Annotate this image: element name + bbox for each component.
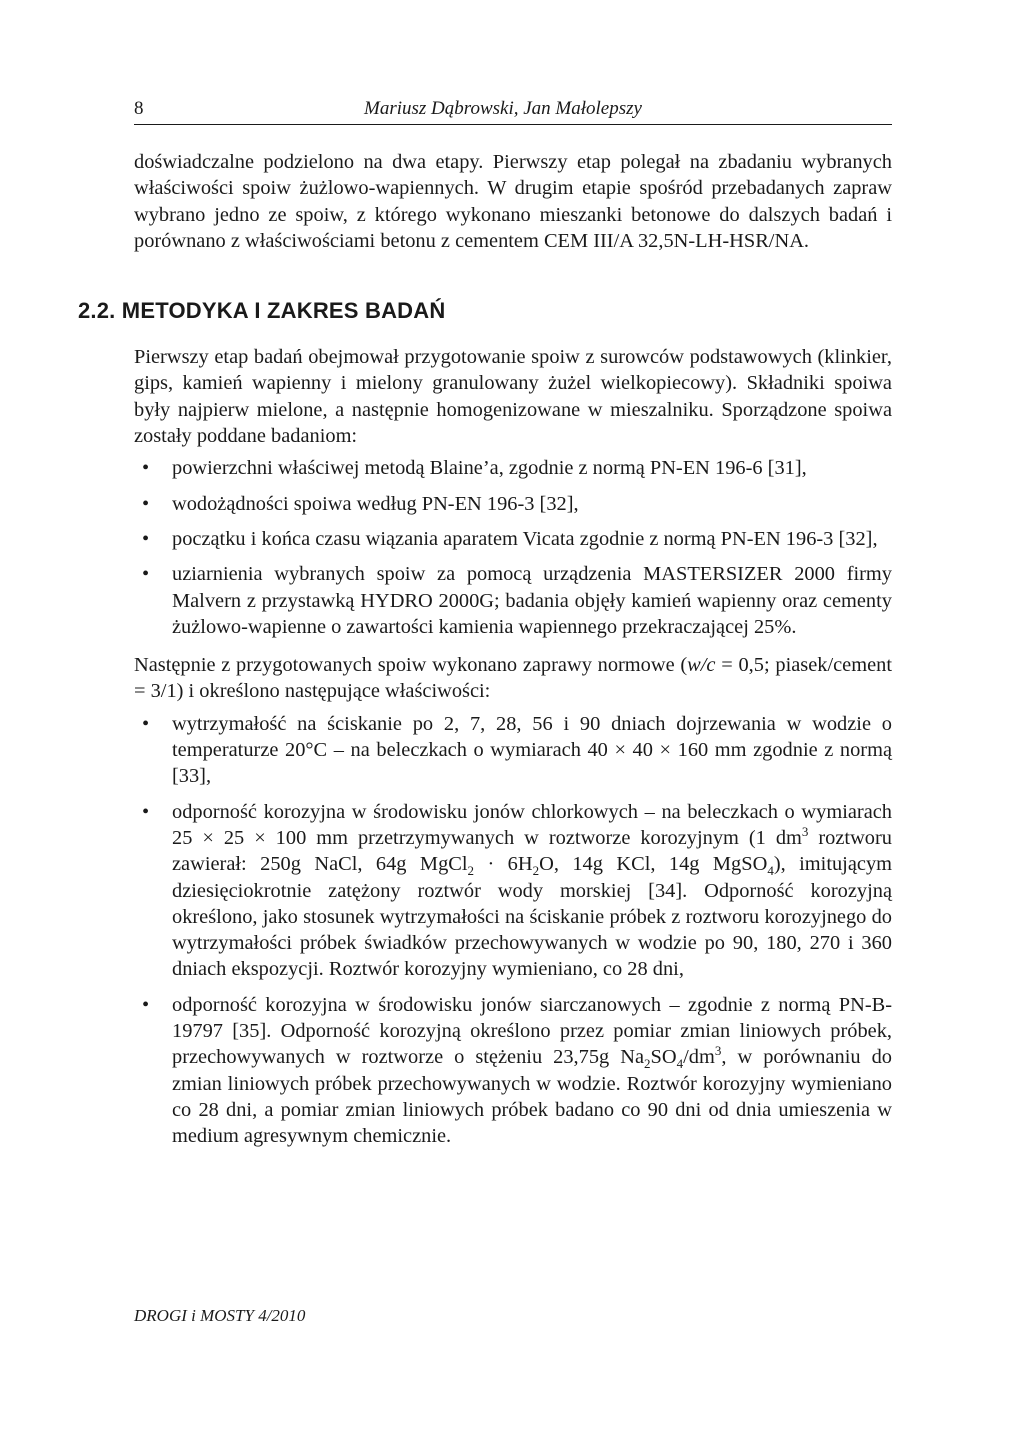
list-item-text: wytrzymałość na ściskanie po 2, 7, 28, 56 i 90 dniach dojrzewania w wodzie o temperaturze 20°C – na beleczkach o wymiarach 40 × 40 × 160 mm zgodnie z normą [33], [172, 712, 892, 788]
list-item-text: wodożądności spoiwa według PN-EN 196-3 [32], [172, 492, 579, 515]
list-item [134, 526, 892, 552]
mortar-text-b: = 0,5; piasek/cement = 3/1) i określono następujące właściwości: [134, 654, 892, 703]
subscript: 4 [676, 1056, 684, 1072]
text-run: odporność korozyjna w środowisku jonów siarczanowych – zgodnie z normą PN-B-19797 [35]. Odporność korozyjną określono przez pomiar zmian liniowych próbek, przechowywanych w roztworze o stężeniu 23,75g Na [172, 993, 892, 1069]
subscript: 4 [767, 863, 774, 879]
bullet-icon: • [142, 563, 150, 586]
bullet-icon: • [142, 712, 150, 735]
list-item-text: początku i końca czasu wiązania aparatem Vicata zgodnie z normą PN-EN 196-3 [32], [172, 527, 878, 550]
running-title: Mariusz Dąbrowski, Jan Małolepszy [364, 98, 642, 119]
subscript: 2 [532, 863, 540, 879]
text-run: /dm [683, 1046, 715, 1069]
list-item [134, 491, 892, 517]
mortar-paragraph [134, 652, 892, 705]
page-header [134, 88, 892, 125]
bullet-icon: • [142, 457, 150, 480]
text-run: odporność korozyjna w środowisku jonów chlorkowych – na beleczkach o wymiarach 25 × 25 × 100 mm przetrzymywanych w roztworze korozyjnym (1 dm [172, 800, 892, 849]
list-item [134, 992, 892, 1150]
text-run: SO [650, 1046, 677, 1069]
list-item-text: powierzchni właściwej metodą Blaine’a, zgodnie z normą PN-EN 196-6 [31], [172, 457, 807, 480]
list-item-text [172, 994, 892, 1147]
list-item [134, 799, 892, 983]
text-run: , w porównaniu do zmian liniowych próbek przechowywanych w wodzie. Roztwór korozyjny wymieniano co 28 dni, a pomiar zmian liniowych próbek badano co 90 dni od dnia umieszenia w medium agresywnym chemicznie. [172, 1046, 892, 1148]
mortar-text-a: Następnie z przygotowanych spoiw wykonano zaprawy normowe ( [134, 654, 688, 677]
bullet-icon: • [142, 993, 150, 1016]
list-item [134, 711, 892, 790]
intro-paragraph: doświadczalne podzielono na dwa etapy. Pierwszy etap polegał na zbadaniu wybranych właściwości spoiw żużlowo-wapiennych. W drugim etapie spośród przebadanych zapraw wybrano jedno ze spoiw, z którego wykonano mieszanki betonowe do dalszych badań i porównano z właściwościami betonu z cementem CEM III/A 32,5N-LH-HSR/NA. [134, 151, 892, 252]
text-run: · 6H [474, 853, 533, 876]
wc-ratio: w/c [687, 654, 716, 677]
subscript: 2 [644, 1056, 651, 1072]
list-item [134, 455, 892, 481]
subscript: 2 [467, 863, 475, 879]
methodology-paragraph: Pierwszy etap badań obejmował przygotowanie spoiw z surowców podstawowych (klinkier, gips, kamień wapienny i mielony granulowany żużel wielkopiecowy). Składniki spoiwa były najpierw mielone, a następnie homogenizowane w mieszalniku. Sporządzone spoiwa zostały poddane badaniom: [134, 346, 892, 448]
mortar-tests-list [134, 711, 892, 1150]
journal-footer: DROGI i MOSTY 4/2010 [134, 1306, 306, 1325]
section-heading: 2.2. METODYKA I ZAKRES BADAŃ [78, 298, 446, 324]
page-content [78, 88, 893, 1159]
text-run: ), imitującym dziesięciokrotnie zatężony roztwór wody morskiej [34]. Odporność korozyjną określono, jako stosunek wytrzymałości na ściskanie próbek z roztworu korozyjnego do wytrzymałości próbek świadków przechowywanych w wodzie po 90, 180, 270 i 360 dniach ekspozycji. Roztwór korozyjny wymieniano, co 28 dni, [172, 853, 893, 981]
binder-tests-list [134, 455, 892, 640]
superscript: 3 [801, 824, 809, 840]
bullet-icon: • [142, 492, 150, 515]
list-item [134, 561, 892, 640]
bullet-icon: • [142, 527, 150, 550]
text-run: roztworu zawierał: 250g NaCl, 64g MgCl [172, 826, 892, 876]
superscript: 3 [714, 1043, 722, 1059]
bullet-icon: • [142, 800, 150, 823]
text-run: O, 14g KCl, 14g MgSO [539, 853, 768, 876]
page-number: 8 [134, 98, 144, 119]
list-item-text [172, 801, 892, 981]
list-item-text: uziarnienia wybranych spoiw za pomocą urządzenia MASTERSIZER 2000 firmy Malvern z przystawką HYDRO 2000G; badania objęły kamień wapienny oraz cementy żużlowo-wapienne o zawartości kamienia wapiennego przekraczającej 25%. [172, 563, 892, 638]
